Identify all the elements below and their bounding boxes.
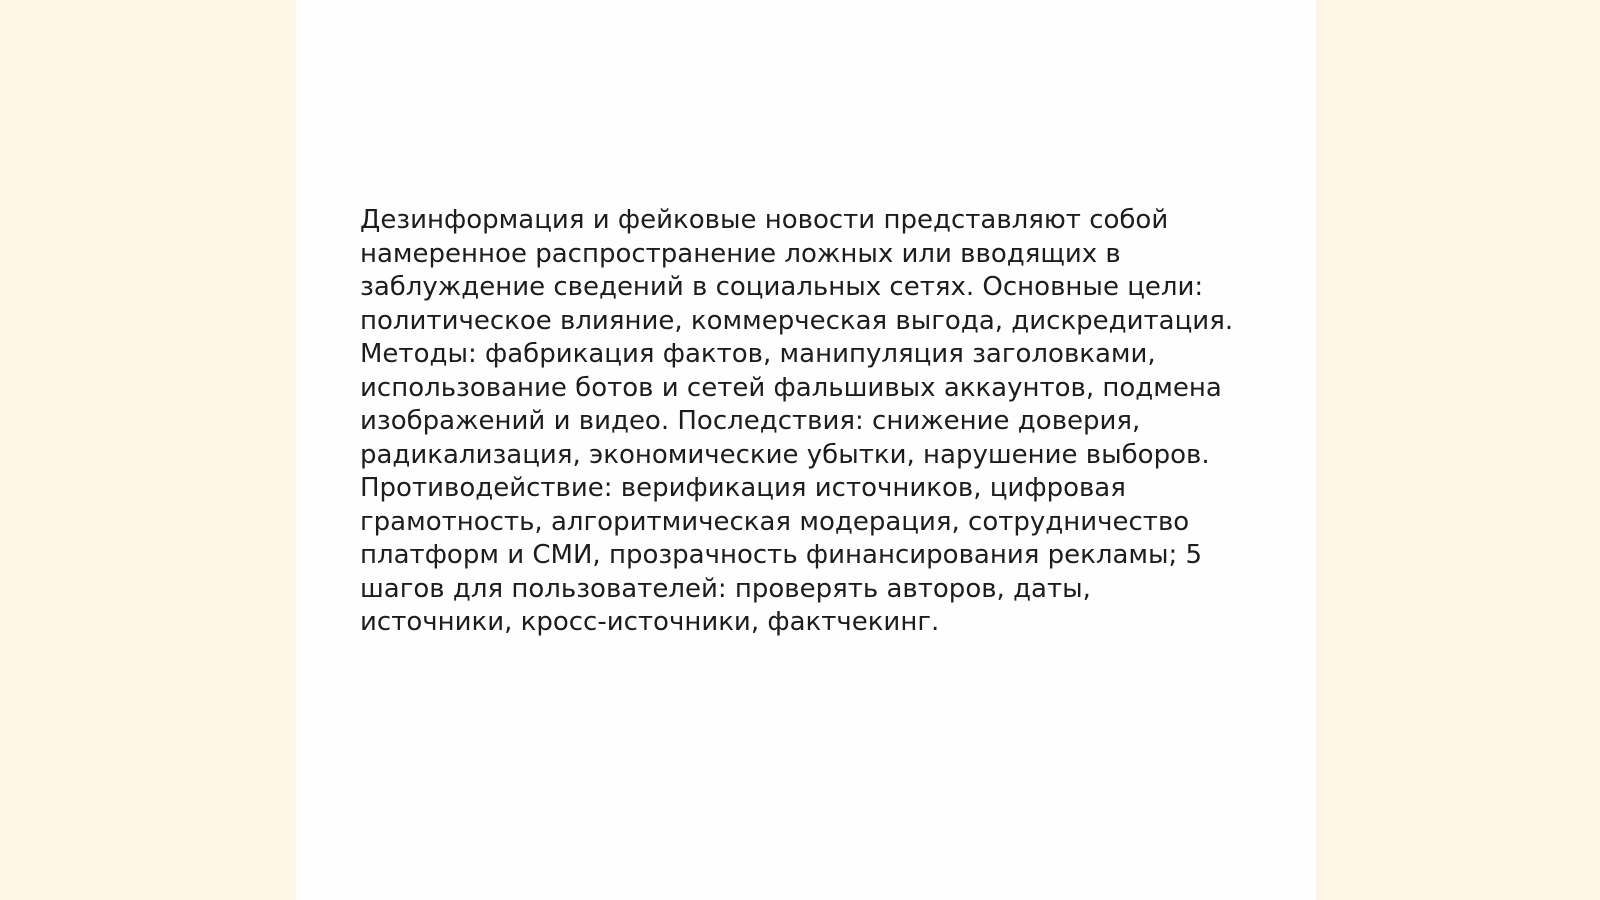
body-paragraph: Дезинформация и фейковые новости представляют собой намеренное распространение ложных или вводящих в заблуждение сведений в социальных сетях. Основные цели: политическое влияние, коммерческая выгода, дискредитация. Методы: фабрикация фактов, манипуляция заголовками, использование ботов и сетей фальшивых аккаунтов, подмена изображений и видео. Последствия: снижение доверия, радикализация, экономические убытки, нарушение выборов. Противодействие: верификация источников, цифровая грамотность, алгоритмическая модерация, сотрудничество платформ и СМИ, прозрачность финансирования рекламы; 5 шагов для пользователей: проверять авторов, даты, источники, кросс-источники, фактчекинг.: [360, 205, 1234, 637]
document-page: [296, 0, 1316, 900]
